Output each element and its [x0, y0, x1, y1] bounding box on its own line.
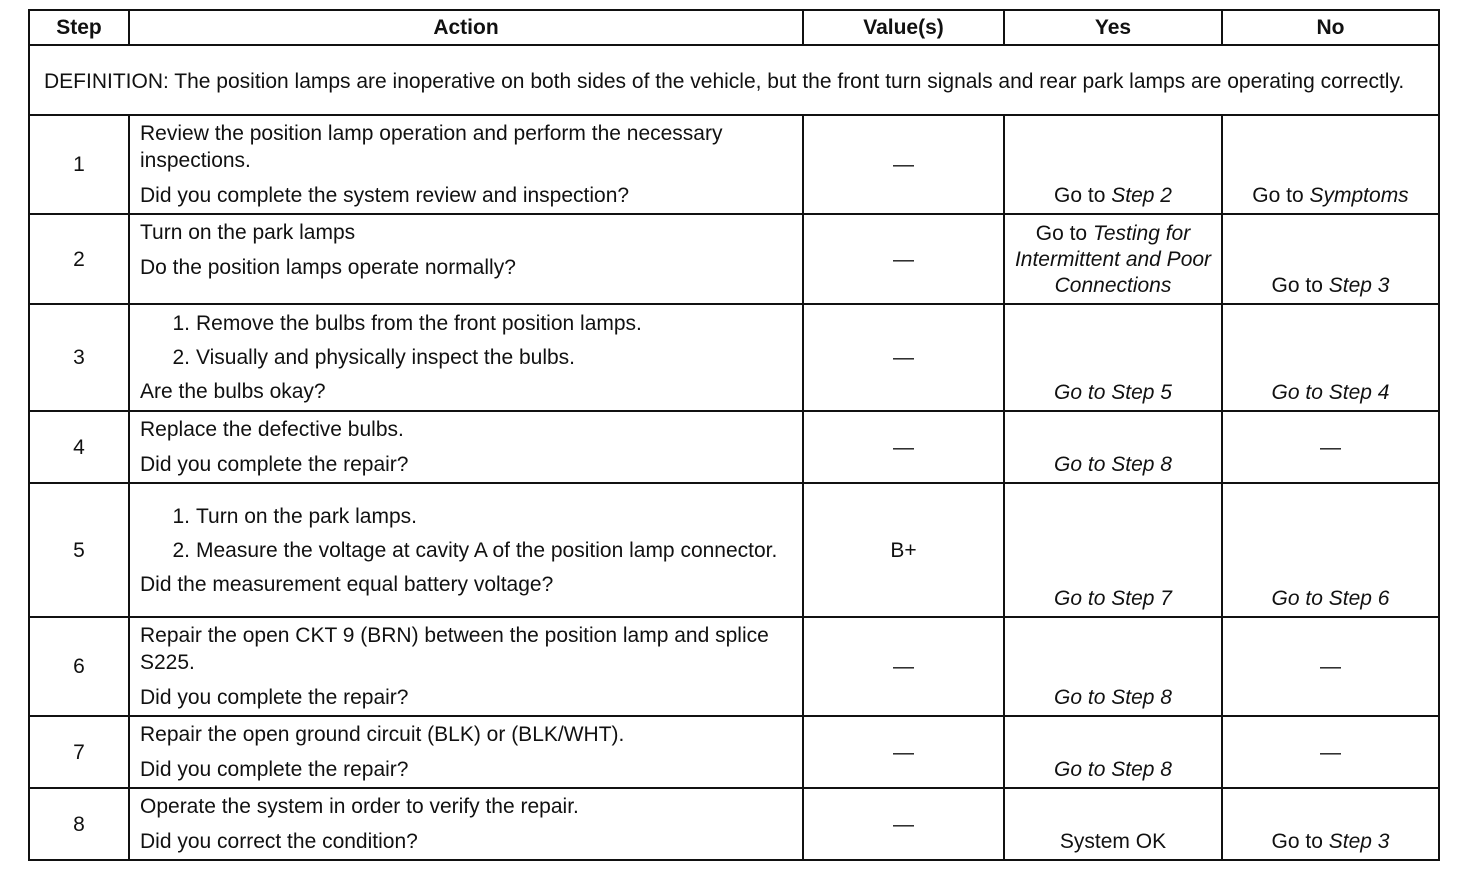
list-text: Visually and physically inspect the bulbs.	[196, 346, 575, 369]
action-question: Did you correct the condition?	[140, 830, 418, 853]
no-prefix: Go to	[1271, 274, 1329, 297]
diagnostic-table	[28, 9, 1440, 861]
step-row	[29, 411, 1439, 483]
definition-text: DEFINITION: The position lamps are inoperative on both sides of the vehicle, but the front turn signals and rear park lamps are operating correctly.	[29, 45, 1439, 115]
no-cell: —	[1222, 617, 1439, 716]
step-number: 3	[29, 304, 129, 411]
header-row	[29, 10, 1439, 45]
action-list	[140, 310, 794, 371]
list-item	[140, 503, 794, 530]
action-question: Did you complete the system review and inspection?	[140, 184, 630, 207]
definition-row	[29, 45, 1439, 115]
step-number: 4	[29, 411, 129, 483]
action-text: Repair the open CKT 9 (BRN) between the position lamp and splice S225.	[140, 624, 769, 674]
no-reference: Step 3	[1328, 830, 1390, 853]
step-action	[129, 411, 803, 483]
step-row	[29, 115, 1439, 214]
yes-reference: Step 2	[1111, 184, 1172, 207]
action-text: Review the position lamp operation and perform the necessary inspections.	[140, 122, 723, 172]
step-number: 7	[29, 716, 129, 788]
action-text: Replace the defective bulbs.	[140, 418, 404, 441]
action-question: Did you complete the repair?	[140, 686, 409, 709]
step-action	[129, 483, 803, 617]
step-number: 1	[29, 115, 129, 214]
step-action	[129, 214, 803, 304]
list-item	[140, 310, 794, 337]
step-value: —	[803, 617, 1004, 716]
list-number: 1.	[172, 504, 190, 528]
action-text: Repair the open ground circuit (BLK) or (BLK/WHT).	[140, 723, 625, 746]
step-value: —	[803, 411, 1004, 483]
list-number: 2.	[172, 346, 190, 369]
step-value: —	[803, 716, 1004, 788]
step-value: B+	[803, 483, 1004, 617]
header-step: Step	[29, 10, 129, 45]
action-text: Operate the system in order to verify the repair.	[140, 795, 579, 818]
step-value: —	[803, 788, 1004, 860]
no-cell: —	[1222, 411, 1439, 483]
yes-cell: Go to Step 8	[1004, 411, 1222, 483]
step-row	[29, 483, 1439, 617]
step-number: 5	[29, 483, 129, 617]
step-value: —	[803, 214, 1004, 304]
no-reference: Step 3	[1328, 274, 1390, 297]
step-value: —	[803, 115, 1004, 214]
no-cell	[1222, 788, 1439, 860]
yes-prefix: Go to	[1035, 222, 1093, 245]
list-text: Remove the bulbs from the front position lamps.	[196, 312, 642, 335]
yes-reference: Testing for Intermittent and Poor Connections	[1014, 222, 1212, 297]
step-row	[29, 617, 1439, 716]
no-cell	[1222, 214, 1439, 304]
step-number: 6	[29, 617, 129, 716]
action-list	[140, 503, 794, 564]
step-row	[29, 788, 1439, 860]
yes-cell: Go to Step 7	[1004, 483, 1222, 617]
step-action	[129, 788, 803, 860]
action-text: Turn on the park lamps	[140, 221, 356, 244]
step-row	[29, 304, 1439, 411]
yes-cell: Go to Step 8	[1004, 617, 1222, 716]
yes-cell	[1004, 214, 1222, 304]
step-action	[129, 115, 803, 214]
action-question: Did you complete the repair?	[140, 758, 409, 781]
header-values: Value(s)	[803, 10, 1004, 45]
no-prefix: Go to	[1252, 184, 1310, 207]
list-item	[140, 344, 794, 371]
action-question: Did the measurement equal battery voltage?	[140, 572, 554, 596]
step-number: 2	[29, 214, 129, 304]
step-action	[129, 716, 803, 788]
step-action	[129, 617, 803, 716]
step-value: —	[803, 304, 1004, 411]
action-question: Do the position lamps operate normally?	[140, 256, 516, 279]
yes-cell	[1004, 115, 1222, 214]
step-number: 8	[29, 788, 129, 860]
list-number: 2.	[172, 538, 190, 562]
step-row	[29, 214, 1439, 304]
yes-cell: Go to Step 5	[1004, 304, 1222, 411]
yes-cell: Go to Step 8	[1004, 716, 1222, 788]
no-cell: Go to Step 6	[1222, 483, 1439, 617]
step-action	[129, 304, 803, 411]
yes-prefix: Go to	[1054, 184, 1112, 207]
yes-cell: System OK	[1004, 788, 1222, 860]
header-no: No	[1222, 10, 1439, 45]
list-text: Measure the voltage at cavity A of the position lamp connector.	[196, 538, 778, 562]
no-prefix: Go to	[1271, 830, 1329, 853]
header-action: Action	[129, 10, 803, 45]
no-cell	[1222, 115, 1439, 214]
action-question: Did you complete the repair?	[140, 453, 409, 476]
no-cell: Go to Step 4	[1222, 304, 1439, 411]
no-cell: —	[1222, 716, 1439, 788]
list-text: Turn on the park lamps.	[196, 504, 417, 528]
action-question: Are the bulbs okay?	[140, 380, 326, 403]
no-reference: Symptoms	[1309, 184, 1409, 207]
list-number: 1.	[172, 312, 190, 335]
header-yes: Yes	[1004, 10, 1222, 45]
list-item	[140, 537, 794, 564]
step-row	[29, 716, 1439, 788]
